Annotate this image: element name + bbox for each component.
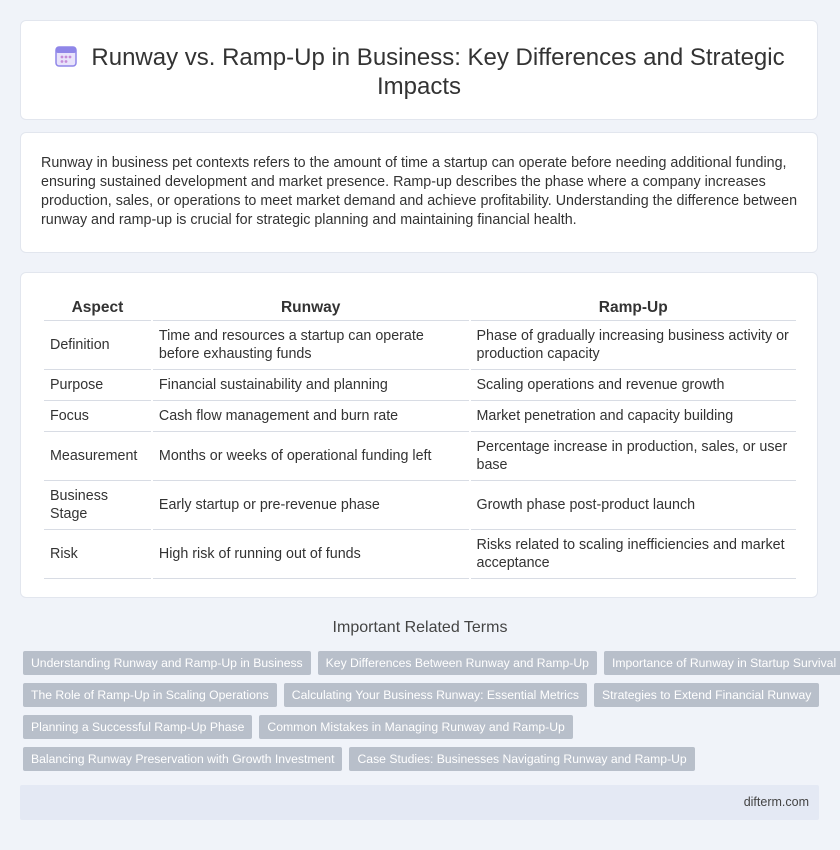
calendar-icon: [53, 43, 79, 69]
comparison-table: [42, 293, 798, 579]
table-cell: Market penetration and capacity building: [471, 401, 797, 432]
table-row: [44, 321, 796, 370]
related-terms-title: Important Related Terms: [332, 619, 508, 636]
related-term-tag[interactable]: Importance of Runway in Startup Survival: [604, 651, 840, 675]
table-cell: Risk: [44, 530, 151, 579]
header-ramp-up: Ramp-Up: [471, 293, 797, 321]
related-term-tag[interactable]: Calculating Your Business Runway: Essential Metrics: [284, 683, 587, 707]
table-cell: Growth phase post-product launch: [471, 481, 797, 530]
table-cell: Phase of gradually increasing business activity or production capacity: [471, 321, 797, 370]
table-cell: Percentage increase in production, sales, or user base: [471, 432, 797, 481]
table-cell: Months or weeks of operational funding left: [153, 432, 469, 481]
related-term-tag[interactable]: Strategies to Extend Financial Runway: [594, 683, 819, 707]
table-cell: Cash flow management and burn rate: [153, 401, 469, 432]
table-cell: High risk of running out of funds: [153, 530, 469, 579]
intro-text: Runway in business pet contexts refers to the amount of time a startup can operate before needing additional funding, ensuring sustained development and market presence. Ramp-up describes the phase where a company increases production, sales, or operations to meet market demand and achieve profitability. Understanding the difference between runway and ramp-up is crucial for strategic planning and maintaining financial health.: [41, 155, 798, 228]
table-row: [44, 432, 796, 481]
intro-card: [20, 132, 818, 253]
table-cell: Risks related to scaling inefficiencies and market acceptance: [471, 530, 797, 579]
footer-site-link[interactable]: difterm.com: [743, 795, 809, 809]
header-aspect: Aspect: [44, 293, 151, 321]
related-terms-list: [23, 651, 837, 779]
table-row: [44, 481, 796, 530]
related-term-tag[interactable]: Balancing Runway Preservation with Growth Investment: [23, 747, 342, 771]
table-cell: Time and resources a startup can operate before exhausting funds: [153, 321, 469, 370]
table-row: [44, 530, 796, 579]
table-cell: Definition: [44, 321, 151, 370]
table-row: [44, 370, 796, 401]
table-cell: Purpose: [44, 370, 151, 401]
table-cell: Financial sustainability and planning: [153, 370, 469, 401]
comparison-card: [20, 272, 818, 598]
table-cell: Measurement: [44, 432, 151, 481]
related-term-tag[interactable]: Understanding Runway and Ramp-Up in Business: [23, 651, 311, 675]
header-runway: Runway: [153, 293, 469, 321]
table-header-row: [44, 293, 796, 321]
table-cell: Scaling operations and revenue growth: [471, 370, 797, 401]
header-card: [20, 20, 818, 120]
table-cell: Focus: [44, 401, 151, 432]
table-cell: Business Stage: [44, 481, 151, 530]
related-term-tag[interactable]: Key Differences Between Runway and Ramp-Up: [318, 651, 597, 675]
table-cell: Early startup or pre-revenue phase: [153, 481, 469, 530]
page-title: [51, 43, 787, 101]
footer: [20, 785, 819, 820]
related-term-tag[interactable]: The Role of Ramp-Up in Scaling Operations: [23, 683, 277, 707]
related-term-tag[interactable]: Common Mistakes in Managing Runway and Ramp-Up: [259, 715, 572, 739]
related-term-tag[interactable]: Case Studies: Businesses Navigating Runway and Ramp-Up: [349, 747, 694, 771]
page-title-text: Runway vs. Ramp-Up in Business: Key Differences and Strategic Impacts: [91, 44, 785, 100]
table-row: [44, 401, 796, 432]
related-term-tag[interactable]: Planning a Successful Ramp-Up Phase: [23, 715, 252, 739]
